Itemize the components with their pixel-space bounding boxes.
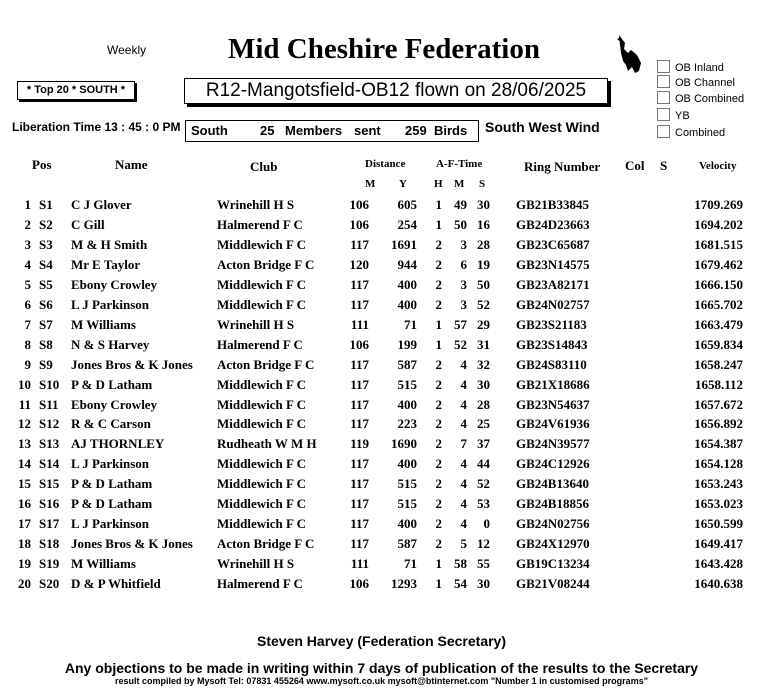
row-name: M Williams <box>71 316 136 332</box>
row-name: AJ THORNLEY <box>71 436 165 452</box>
checkbox-box[interactable] <box>657 75 670 88</box>
row-ring-number: GB23S21183 <box>516 316 587 332</box>
row-dist-miles: 106 <box>349 197 369 212</box>
row-time-seconds: 52 <box>477 296 490 312</box>
table-row <box>0 197 763 217</box>
row-section-pos: S8 <box>39 336 53 352</box>
top20-badge: * Top 20 * SOUTH * <box>17 81 135 100</box>
row-pos: 7 <box>24 316 31 332</box>
row-velocity: 1653.023 <box>694 496 743 512</box>
table-row <box>0 257 763 277</box>
row-pos: 4 <box>24 256 31 272</box>
checkbox-label: OB Channel <box>675 77 735 89</box>
row-time-minutes: 3 <box>460 236 467 252</box>
row-dist-yards: 515 <box>397 476 417 492</box>
row-velocity: 1650.599 <box>694 516 743 532</box>
row-pos: 3 <box>24 236 31 252</box>
row-dist-yards: 71 <box>404 556 417 572</box>
weekly-label: Weekly <box>107 43 147 57</box>
page-title: Mid Cheshire Federation <box>228 33 540 65</box>
row-time-minutes: 49 <box>454 197 467 212</box>
row-name: C J Glover <box>71 197 132 212</box>
row-club: Middlewich F C <box>217 376 307 392</box>
members-summary-box <box>185 120 479 142</box>
row-pos: 14 <box>18 456 31 472</box>
row-time-minutes: 3 <box>460 276 467 292</box>
checkbox-label: OB Combined <box>675 93 745 105</box>
row-name: L J Parkinson <box>71 456 150 472</box>
row-velocity: 1681.515 <box>694 236 743 252</box>
row-velocity: 1657.672 <box>694 396 743 412</box>
row-section-pos: S2 <box>39 216 53 232</box>
table-row <box>0 277 763 297</box>
row-club: Halmerend F C <box>217 216 303 232</box>
row-time-hours: 2 <box>435 356 442 372</box>
row-dist-miles: 119 <box>350 436 369 452</box>
row-velocity: 1658.112 <box>694 376 743 392</box>
row-dist-miles: 117 <box>350 536 369 552</box>
checkbox-box[interactable] <box>657 125 670 138</box>
row-velocity: 1666.150 <box>694 276 743 292</box>
row-dist-yards: 400 <box>397 456 417 472</box>
row-section-pos: S20 <box>39 576 60 592</box>
row-time-hours: 1 <box>435 556 442 572</box>
row-time-seconds: 16 <box>477 216 490 232</box>
row-ring-number: GB24B18856 <box>516 496 589 512</box>
secretary-signature: Steven Harvey (Federation Secretary) <box>257 633 506 649</box>
row-dist-yards: 1691 <box>391 236 417 252</box>
row-velocity: 1654.128 <box>694 456 743 472</box>
section-name: South <box>191 123 228 138</box>
row-dist-miles: 117 <box>350 276 369 292</box>
row-club: Middlewich F C <box>217 516 307 532</box>
row-time-seconds: 19 <box>477 256 490 272</box>
row-dist-yards: 400 <box>397 516 417 532</box>
row-section-pos: S10 <box>39 376 60 392</box>
row-time-seconds: 0 <box>483 516 490 532</box>
row-dist-miles: 117 <box>350 516 369 532</box>
table-row <box>0 516 763 536</box>
table-row <box>0 556 763 576</box>
row-pos: 13 <box>18 436 31 452</box>
col-header-club: Club <box>250 159 278 174</box>
row-time-seconds: 29 <box>477 316 490 332</box>
checkbox-ob-inland[interactable] <box>657 60 724 75</box>
row-time-hours: 2 <box>435 236 442 252</box>
row-dist-miles: 117 <box>350 296 369 312</box>
table-row <box>0 317 763 337</box>
row-dist-yards: 400 <box>397 396 417 412</box>
checkbox-label: OB Inland <box>675 62 724 74</box>
row-club: Halmerend F C <box>217 576 303 592</box>
row-dist-yards: 1690 <box>391 436 417 452</box>
row-name: Jones Bros & K Jones <box>71 536 193 552</box>
row-pos: 6 <box>24 296 31 312</box>
birds-count: 259 <box>405 123 427 138</box>
row-time-minutes: 3 <box>460 296 467 312</box>
row-club: Middlewich F C <box>217 236 307 252</box>
race-title-box: R12-Mangotsfield-OB12 flown on 28/06/2025 <box>184 78 608 104</box>
row-dist-yards: 400 <box>397 296 417 312</box>
col-header-minutes: M <box>454 178 465 190</box>
wind-direction: South West Wind <box>485 119 600 135</box>
row-pos: 8 <box>24 336 31 352</box>
row-velocity: 1709.269 <box>694 197 743 212</box>
row-club: Wrinehill H S <box>217 316 295 332</box>
row-dist-miles: 117 <box>350 236 369 252</box>
row-ring-number: GB24S83110 <box>516 356 587 372</box>
row-time-hours: 2 <box>435 396 442 412</box>
col-header-af-time: A-F-Time <box>436 158 483 170</box>
row-time-minutes: 4 <box>460 376 467 392</box>
row-velocity: 1658.247 <box>694 356 743 372</box>
row-ring-number: GB24N02757 <box>516 296 590 312</box>
table-row <box>0 496 763 516</box>
row-section-pos: S12 <box>39 416 60 432</box>
col-header-name: Name <box>115 157 148 172</box>
row-time-minutes: 58 <box>454 556 467 572</box>
liberation-time: Liberation Time 13 : 45 : 0 PM <box>12 120 181 134</box>
col-header-seconds: S <box>479 178 486 190</box>
checkbox-yb[interactable] <box>657 108 690 123</box>
row-name: M & H Smith <box>71 236 148 252</box>
row-club: Wrinehill H S <box>217 556 295 572</box>
row-time-minutes: 50 <box>454 216 467 232</box>
row-time-hours: 2 <box>435 476 442 492</box>
row-dist-yards: 400 <box>397 276 417 292</box>
row-time-minutes: 7 <box>460 436 467 452</box>
row-ring-number: GB21X18686 <box>516 376 590 392</box>
members-label: Members <box>285 123 343 138</box>
row-club: Middlewich F C <box>217 496 307 512</box>
row-section-pos: S7 <box>39 316 53 332</box>
row-time-seconds: 50 <box>477 276 490 292</box>
row-dist-yards: 605 <box>397 197 417 212</box>
row-dist-yards: 254 <box>397 216 417 232</box>
table-row <box>0 476 763 496</box>
sent-label: sent <box>354 123 381 138</box>
row-time-hours: 2 <box>435 516 442 532</box>
row-ring-number: GB21V08244 <box>516 576 590 592</box>
row-time-hours: 2 <box>435 376 442 392</box>
compiled-by-footer: result compiled by Mysoft Tel: 07831 455264 www.mysoft.co.uk mysoft@btinternet.com "Number 1 in customised programs" <box>115 676 648 686</box>
row-time-minutes: 6 <box>460 256 467 272</box>
row-name: P & D Latham <box>71 476 153 492</box>
row-name: D & P Whitfield <box>71 576 161 592</box>
row-club: Acton Bridge F C <box>217 536 315 552</box>
row-dist-yards: 587 <box>397 356 417 372</box>
row-time-hours: 2 <box>435 456 442 472</box>
row-time-minutes: 4 <box>460 496 467 512</box>
row-time-hours: 2 <box>435 536 442 552</box>
col-header-velocity: Velocity <box>699 160 737 172</box>
birds-label: Birds <box>434 123 468 138</box>
row-dist-yards: 223 <box>397 416 417 432</box>
table-row <box>0 536 763 556</box>
row-ring-number: GB24V61936 <box>516 416 590 432</box>
row-club: Rudheath W M H <box>217 436 317 452</box>
row-ring-number: GB24N02756 <box>516 516 590 532</box>
row-section-pos: S9 <box>39 356 53 372</box>
row-section-pos: S15 <box>39 476 60 492</box>
row-dist-miles: 120 <box>349 256 369 272</box>
col-header-s: S <box>660 158 668 173</box>
row-ring-number: GB23N54637 <box>516 396 590 412</box>
checkbox-ob-channel[interactable] <box>657 75 735 90</box>
row-time-seconds: 32 <box>477 356 490 372</box>
row-name: Mr E Taylor <box>71 256 141 272</box>
table-row <box>0 456 763 476</box>
row-velocity: 1679.462 <box>694 256 743 272</box>
col-header-distance: Distance <box>365 158 406 170</box>
row-dist-yards: 587 <box>397 536 417 552</box>
row-time-seconds: 28 <box>477 396 490 412</box>
row-time-minutes: 4 <box>460 356 467 372</box>
row-ring-number: GB24B13640 <box>516 476 589 492</box>
checkbox-combined[interactable] <box>657 125 725 140</box>
row-velocity: 1654.387 <box>694 436 743 452</box>
row-time-seconds: 30 <box>477 376 490 392</box>
row-club: Middlewich F C <box>217 296 307 312</box>
row-name: Jones Bros & K Jones <box>71 356 193 372</box>
row-name: Ebony Crowley <box>71 276 158 292</box>
row-section-pos: S4 <box>39 256 53 272</box>
row-time-minutes: 52 <box>454 336 467 352</box>
checkbox-ob-combined[interactable] <box>657 91 744 106</box>
row-section-pos: S18 <box>39 536 60 552</box>
row-time-hours: 1 <box>435 216 442 232</box>
row-ring-number: GB24C12926 <box>516 456 590 472</box>
table-row <box>0 416 763 436</box>
row-time-minutes: 4 <box>460 476 467 492</box>
row-ring-number: GB21B33845 <box>516 197 589 212</box>
checkbox-label: YB <box>675 110 690 122</box>
row-time-minutes: 4 <box>460 456 467 472</box>
row-time-minutes: 57 <box>454 316 467 332</box>
row-time-seconds: 31 <box>477 336 490 352</box>
row-dist-miles: 111 <box>350 556 369 572</box>
row-dist-miles: 117 <box>350 356 369 372</box>
row-pos: 11 <box>18 396 31 412</box>
row-time-seconds: 28 <box>477 236 490 252</box>
row-pos: 19 <box>18 556 31 572</box>
row-ring-number: GB23S14843 <box>516 336 588 352</box>
row-name: L J Parkinson <box>71 296 150 312</box>
row-section-pos: S13 <box>39 436 60 452</box>
col-header-dist-y: Y <box>399 178 407 190</box>
row-dist-yards: 515 <box>397 496 417 512</box>
row-name: N & S Harvey <box>71 336 150 352</box>
table-row <box>0 397 763 417</box>
table-row <box>0 297 763 317</box>
row-section-pos: S1 <box>39 197 53 212</box>
row-velocity: 1659.834 <box>694 336 743 352</box>
row-time-seconds: 37 <box>477 436 490 452</box>
row-pos: 18 <box>18 536 31 552</box>
row-section-pos: S16 <box>39 496 60 512</box>
row-dist-miles: 117 <box>350 476 369 492</box>
row-time-seconds: 55 <box>477 556 490 572</box>
table-row <box>0 237 763 257</box>
row-pos: 16 <box>18 496 31 512</box>
row-time-hours: 2 <box>435 416 442 432</box>
row-time-hours: 2 <box>435 296 442 312</box>
row-section-pos: S3 <box>39 236 53 252</box>
row-ring-number: GB24D23663 <box>516 216 590 232</box>
row-time-minutes: 4 <box>460 516 467 532</box>
row-pos: 10 <box>18 376 31 392</box>
row-section-pos: S19 <box>39 556 60 572</box>
row-pos: 17 <box>18 516 31 532</box>
row-time-hours: 2 <box>435 276 442 292</box>
row-ring-number: GB23C65687 <box>516 236 590 252</box>
row-name: L J Parkinson <box>71 516 150 532</box>
row-dist-miles: 106 <box>349 576 369 592</box>
checkbox-box[interactable] <box>657 91 670 104</box>
row-dist-yards: 1293 <box>391 576 417 592</box>
row-club: Middlewich F C <box>217 476 307 492</box>
row-dist-miles: 106 <box>349 216 369 232</box>
row-name: P & D Latham <box>71 376 153 392</box>
row-dist-miles: 117 <box>350 456 369 472</box>
row-time-minutes: 5 <box>460 536 467 552</box>
checkbox-label: Combined <box>675 127 726 139</box>
row-dist-yards: 71 <box>404 316 417 332</box>
row-dist-yards: 515 <box>397 376 417 392</box>
row-name: R & C Carson <box>71 416 151 432</box>
row-time-hours: 1 <box>435 336 442 352</box>
objection-notice: Any objections to be made in writing within 7 days of publication of the results to the Secretary <box>64 660 699 676</box>
row-club: Wrinehill H S <box>217 197 295 212</box>
row-dist-yards: 199 <box>397 336 417 352</box>
row-club: Middlewich F C <box>217 456 307 472</box>
row-time-seconds: 30 <box>477 197 490 212</box>
row-time-seconds: 12 <box>477 536 490 552</box>
table-row <box>0 337 763 357</box>
row-ring-number: GB24X12970 <box>516 536 590 552</box>
row-club: Halmerend F C <box>217 336 303 352</box>
row-time-minutes: 54 <box>454 576 467 592</box>
row-time-hours: 1 <box>435 316 442 332</box>
row-time-hours: 1 <box>435 197 442 212</box>
row-dist-yards: 944 <box>397 256 417 272</box>
row-velocity: 1694.202 <box>694 216 743 232</box>
row-velocity: 1665.702 <box>694 296 743 312</box>
table-row <box>0 217 763 237</box>
row-time-hours: 2 <box>435 436 442 452</box>
row-velocity: 1656.892 <box>694 416 743 432</box>
row-time-hours: 1 <box>435 576 442 592</box>
row-velocity: 1653.243 <box>694 476 743 492</box>
row-pos: 2 <box>24 216 31 232</box>
row-section-pos: S6 <box>39 296 53 312</box>
row-time-seconds: 30 <box>477 576 490 592</box>
row-time-minutes: 4 <box>460 396 467 412</box>
table-row <box>0 436 763 456</box>
col-header-col: Col <box>625 158 645 173</box>
row-pos: 12 <box>18 416 31 432</box>
row-dist-miles: 117 <box>350 376 369 392</box>
row-club: Middlewich F C <box>217 396 307 412</box>
col-header-ring: Ring Number <box>524 159 601 174</box>
row-velocity: 1643.428 <box>694 556 743 572</box>
row-pos: 1 <box>24 197 31 212</box>
row-pos: 20 <box>18 576 31 592</box>
row-name: P & D Latham <box>71 496 153 512</box>
row-section-pos: S5 <box>39 276 53 292</box>
row-dist-miles: 106 <box>349 336 369 352</box>
row-time-seconds: 44 <box>477 456 490 472</box>
row-dist-miles: 111 <box>350 316 369 332</box>
row-ring-number: GB24N39577 <box>516 436 590 452</box>
row-dist-miles: 117 <box>350 416 369 432</box>
row-club: Acton Bridge F C <box>217 356 315 372</box>
row-club: Middlewich F C <box>217 276 307 292</box>
row-velocity: 1663.479 <box>694 316 743 332</box>
row-time-seconds: 25 <box>477 416 490 432</box>
pigeon-logo-icon <box>615 33 643 75</box>
row-time-hours: 2 <box>435 256 442 272</box>
row-pos: 15 <box>18 476 31 492</box>
row-velocity: 1649.417 <box>694 536 743 552</box>
col-header-pos: Pos <box>32 157 52 172</box>
row-ring-number: GB19C13234 <box>516 556 590 572</box>
col-header-hours: H <box>434 178 443 190</box>
row-time-seconds: 53 <box>477 496 490 512</box>
row-velocity: 1640.638 <box>694 576 743 592</box>
table-row <box>0 357 763 377</box>
row-dist-miles: 117 <box>350 396 369 412</box>
row-dist-miles: 117 <box>350 496 369 512</box>
col-header-dist-m: M <box>365 178 376 190</box>
row-name: M Williams <box>71 556 136 572</box>
row-time-hours: 2 <box>435 496 442 512</box>
row-club: Acton Bridge F C <box>217 256 315 272</box>
row-time-seconds: 52 <box>477 476 490 492</box>
row-pos: 9 <box>24 356 31 372</box>
table-row <box>0 576 763 596</box>
table-row <box>0 377 763 397</box>
row-section-pos: S14 <box>39 456 60 472</box>
row-section-pos: S17 <box>39 516 60 532</box>
row-pos: 5 <box>24 276 31 292</box>
row-name: Ebony Crowley <box>71 396 158 412</box>
row-ring-number: GB23N14575 <box>516 256 590 272</box>
row-ring-number: GB23A82171 <box>516 276 590 292</box>
row-club: Middlewich F C <box>217 416 307 432</box>
checkbox-box[interactable] <box>657 60 670 73</box>
row-section-pos: S11 <box>39 396 59 412</box>
checkbox-box[interactable] <box>657 108 670 121</box>
members-count: 25 <box>260 123 275 138</box>
row-name: C Gill <box>71 216 105 232</box>
row-time-minutes: 4 <box>460 416 467 432</box>
